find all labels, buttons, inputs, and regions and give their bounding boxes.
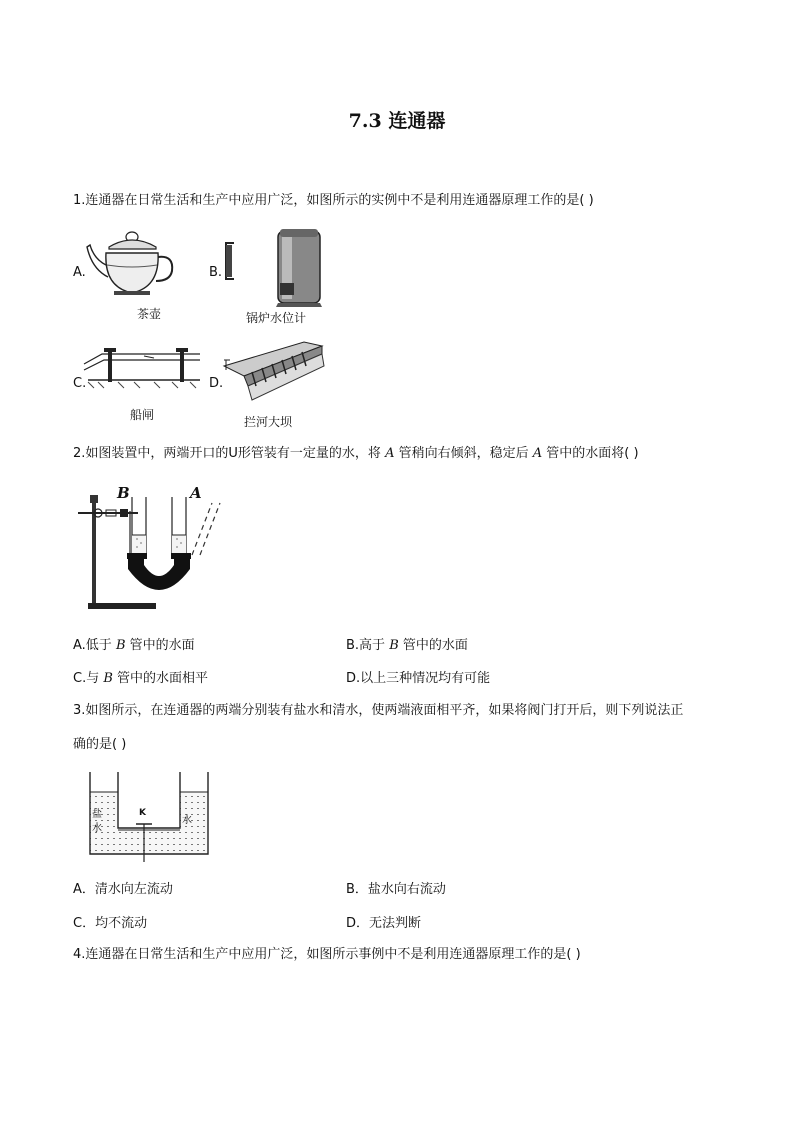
river-dam-image (222, 336, 327, 406)
q2-option-c: C.与 B 管中的水面相平 (73, 671, 209, 686)
salt-water-label-1: 盐 (92, 809, 102, 820)
question-1-stem: 1.连通器在日常生活和生产中应用广泛，如图所示的实例中不是利用连通器原理工作的是( ) (73, 193, 594, 208)
salt-water-label-2: 水 (92, 823, 102, 834)
question-2-stem: 2.如图装置中，两端开口的U形管装有一定量的水，将 A 管稍向右倾斜，稳定后 A 管中的水面将( ) (73, 446, 639, 461)
q3-option-a: A．清水向左流动 (73, 882, 173, 897)
q3-option-b: B．盐水向右流动 (346, 882, 446, 897)
page-title: 7.3 连通器 (348, 110, 446, 132)
u-tube-label-a: A (190, 484, 202, 502)
connected-vessel-diagram (88, 770, 212, 862)
q2-option-d: D.以上三种情况均有可能 (346, 671, 491, 686)
q3-option-d: D．无法判断 (346, 916, 422, 931)
question-4-stem: 4.连通器在日常生活和生产中应用广泛，如图所示事例中不是利用连通器原理工作的是( ) (73, 947, 581, 962)
q1-option-a-letter: A. (73, 265, 86, 280)
ship-lock-image (84, 344, 204, 389)
valve-k-label: K (139, 808, 146, 818)
q2-option-a: A.低于 B 管中的水面 (73, 638, 195, 653)
boiler-water-gauge-image (220, 225, 330, 310)
q1-option-c-caption: 船闸 (130, 408, 155, 422)
question-3-stem-line-1: 3.如图所示，在连通器的两端分别装有盐水和清水，使两端液面相平齐，如果将阀门打开后，则下列说法正 (73, 703, 684, 718)
q1-option-d-caption: 拦河大坝 (244, 415, 293, 429)
q2-option-b: B.高于 B 管中的水面 (346, 638, 468, 653)
q3-option-c: C．均不流动 (73, 916, 148, 931)
q1-option-c-letter: C. (73, 376, 87, 391)
fresh-water-label: 水 (182, 815, 192, 826)
q1-option-b-caption: 锅炉水位计 (246, 311, 307, 325)
q1-option-a-caption: 茶壶 (137, 307, 162, 321)
u-tube-diagram (76, 483, 226, 615)
u-tube-label-b: B (117, 484, 130, 502)
teapot-image (84, 225, 179, 300)
question-3-stem-line-2: 确的是( ) (73, 737, 127, 752)
q1-option-b-letter: B. (209, 265, 223, 280)
q1-option-d-letter: D. (209, 376, 224, 391)
